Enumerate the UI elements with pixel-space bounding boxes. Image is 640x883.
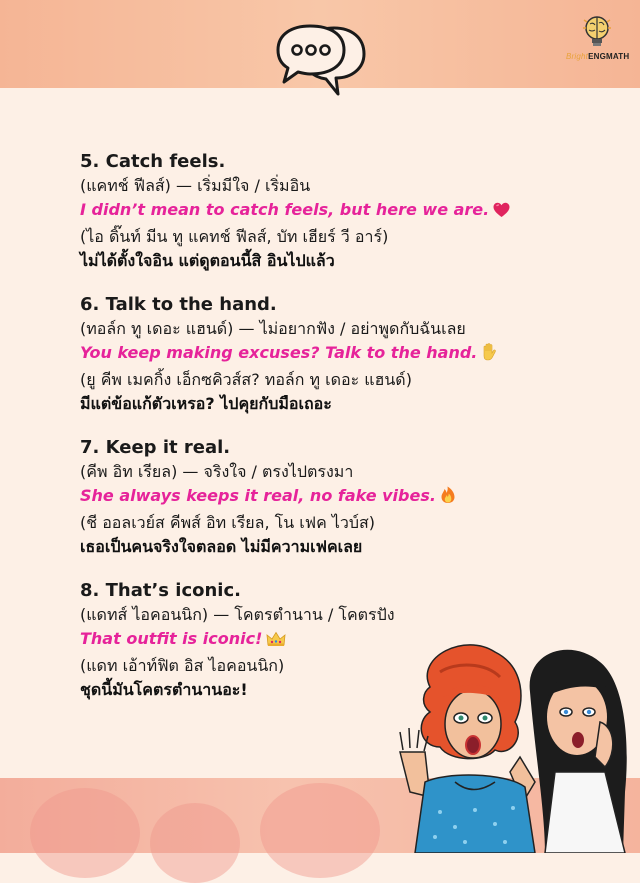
pronunciation-meaning: (แดทส์ ไอคอนนิก) — โคตรตำนาน / โคตรปัง — [80, 605, 395, 624]
phrase-title: 7. Keep it real. — [80, 437, 231, 458]
phrase-item-7 — [80, 436, 540, 559]
speech-bubbles-icon — [268, 16, 368, 108]
surprised-women-illustration-icon — [395, 632, 640, 853]
phrase-title: 8. That’s iconic. — [80, 580, 241, 601]
example-pronunciation: (แดท เอ้าท์ฟิต อิส ไอคอนนิก) — [80, 656, 285, 675]
example-meaning: เธอเป็นคนจริงใจตลอด ไม่มีความเฟคเลย — [80, 537, 363, 556]
example-sentence: That outfit is iconic! — [80, 627, 540, 654]
phrase-title: 6. Talk to the hand. — [80, 294, 277, 315]
raised-hand-icon — [481, 343, 497, 368]
example-meaning: ไม่ได้ตั้งใจอิน แต่ดูตอนนี้สิ อินไปแล้ว — [80, 251, 335, 270]
example-sentence: She always keeps it real, no fake vibes. — [80, 484, 540, 511]
example-sentence: You keep making excuses? Talk to the hand. — [80, 341, 540, 368]
brand-logo — [566, 14, 628, 68]
example-pronunciation: (ไอ ดิ๊นท์ มีน ทู แคทช์ ฟีลส์, บัท เฮียร์ วี อาร์) — [80, 227, 389, 246]
fire-icon — [440, 486, 456, 511]
phrase-item-5 — [80, 150, 540, 273]
pronunciation-meaning: (คีพ อิท เรียล) — จริงใจ / ตรงไปตรงมา — [80, 462, 354, 481]
example-sentence: I didn’t mean to catch feels, but here we are. — [80, 198, 540, 225]
phrase-title: 5. Catch feels. — [80, 151, 226, 172]
pronunciation-meaning: (แคทช์ ฟีลส์) — เริ่มมีใจ / เริ่มอิน — [80, 176, 311, 195]
example-meaning: มีแต่ข้อแก้ตัวเหรอ? ไปคุยกับมือเถอะ — [80, 394, 332, 413]
example-pronunciation: (ชี ออลเวย์ส คีพส์ อิท เรียล, โน เฟค ไวบ์ส) — [80, 513, 376, 532]
heart-icon — [493, 201, 510, 225]
brain-bulb-icon — [582, 14, 612, 50]
crown-icon — [266, 630, 286, 654]
example-pronunciation: (ยู คีพ เมคกิ้ง เอ็กซคิวส์ส? ทอล์ก ทู เดอะ แฮนด์) — [80, 370, 412, 389]
logo-text: BrightENGMATH — [566, 52, 630, 61]
pronunciation-meaning: (ทอล์ก ทู เดอะ แฮนด์) — ไม่อยากฟัง / อย่าพูดกับฉันเลย — [80, 319, 466, 338]
example-meaning: ชุดนี้มันโคตรตำนานอะ! — [80, 680, 248, 699]
phrase-item-6 — [80, 293, 540, 416]
